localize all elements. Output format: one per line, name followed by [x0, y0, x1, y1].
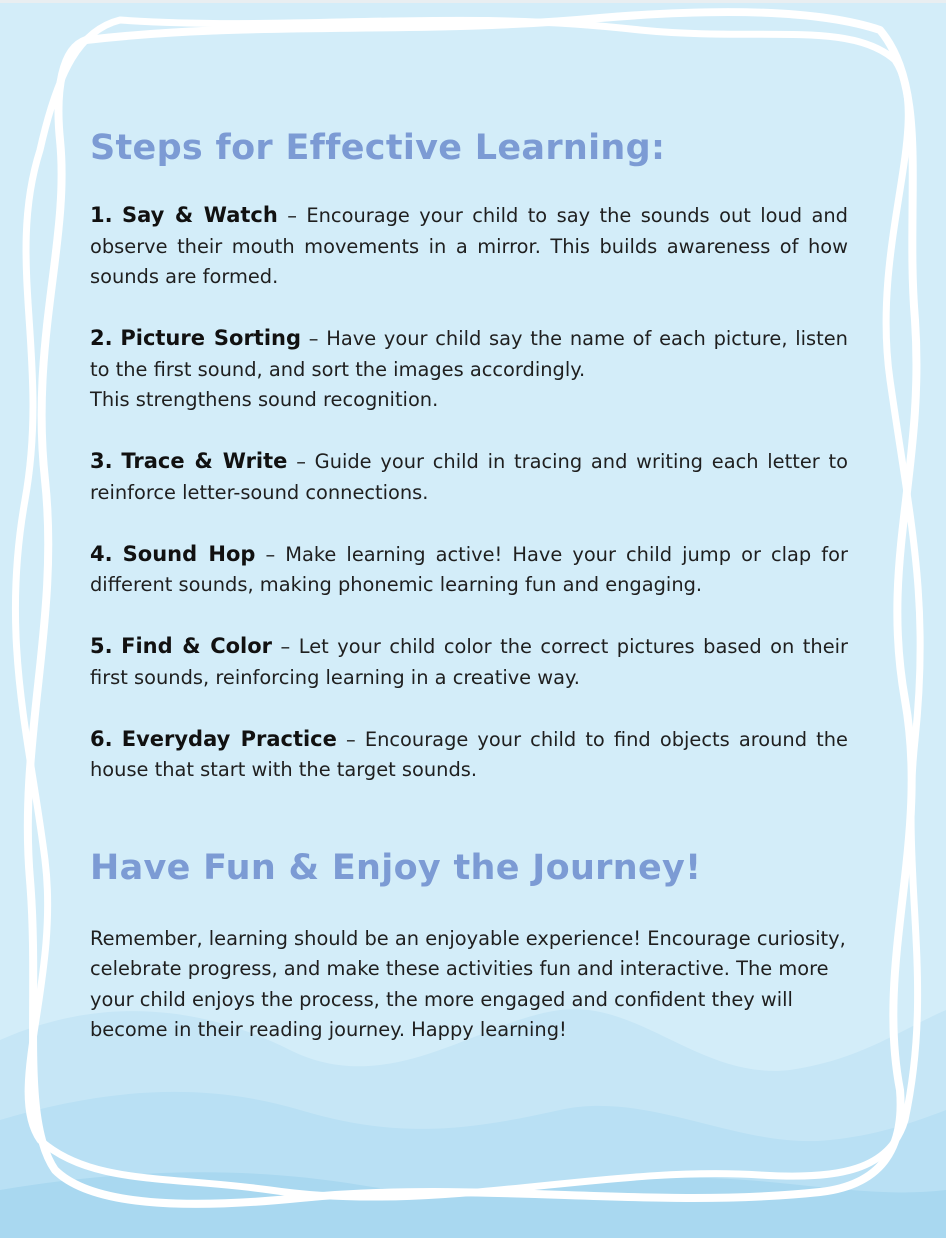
step-number: 1. [90, 203, 113, 227]
step-title: Trace & Write [121, 449, 288, 473]
step-text: Encourage your child to say the sounds out loud and observe their mouth movements in a mirror. This builds awareness of how sounds are formed. [90, 204, 848, 288]
step-item-everyday-practice [90, 724, 848, 786]
step-text-line2: This strengthens sound recognition. [90, 388, 439, 411]
step-text: Have your child say the name of each picture, listen to the first sound, and sort the images accordingly. [90, 327, 848, 381]
step-text: Let your child color the correct pictures based on their first sounds, reinforcing learning in a creative way. [90, 635, 848, 689]
step-item-say-watch [90, 200, 848, 293]
step-text: Guide your child in tracing and writing each letter to reinforce letter-sound connections. [90, 450, 848, 504]
step-dash: – [296, 450, 306, 473]
content-area [90, 120, 848, 1065]
step-number: 4. [90, 541, 113, 566]
step-dash: – [308, 327, 319, 350]
closing-paragraph: Remember, learning should be an enjoyable experience! Encourage curiosity, celebrate progress, and make these activities fun and interactive. The more your child enjoys the process, the more engaged and confident they will become in their reading journey. Happy learning! [90, 926, 846, 1041]
step-item-picture-sorting [90, 323, 848, 416]
section-heading: Steps for Effective Learning: [90, 128, 666, 168]
step-dash: – [280, 635, 291, 658]
step-number: 6. [90, 726, 113, 751]
closing-heading: Have Fun & Enjoy the Journey! [90, 847, 702, 888]
step-title: Picture Sorting [120, 326, 302, 350]
step-dash: – [346, 727, 356, 751]
step-text: Encourage your child to find objects around the house that start with the target sounds. [90, 727, 848, 781]
step-item-find-color [90, 631, 848, 693]
step-item-trace-write [90, 446, 848, 508]
step-title: Everyday Practice [121, 726, 337, 751]
step-number: 3. [90, 449, 113, 473]
step-dash: – [265, 542, 276, 566]
step-title: Say & Watch [122, 203, 278, 227]
step-item-sound-hop [90, 539, 848, 601]
steps-list [90, 200, 848, 786]
step-number: 2. [90, 326, 113, 350]
step-text: Make learning active! Have your child jump or clap for different sounds, making phonemic learning fun and engaging. [90, 542, 848, 596]
step-title: Find & Color [121, 634, 273, 658]
step-title: Sound Hop [122, 541, 256, 566]
step-number: 5. [90, 634, 113, 658]
step-dash: – [287, 204, 297, 227]
